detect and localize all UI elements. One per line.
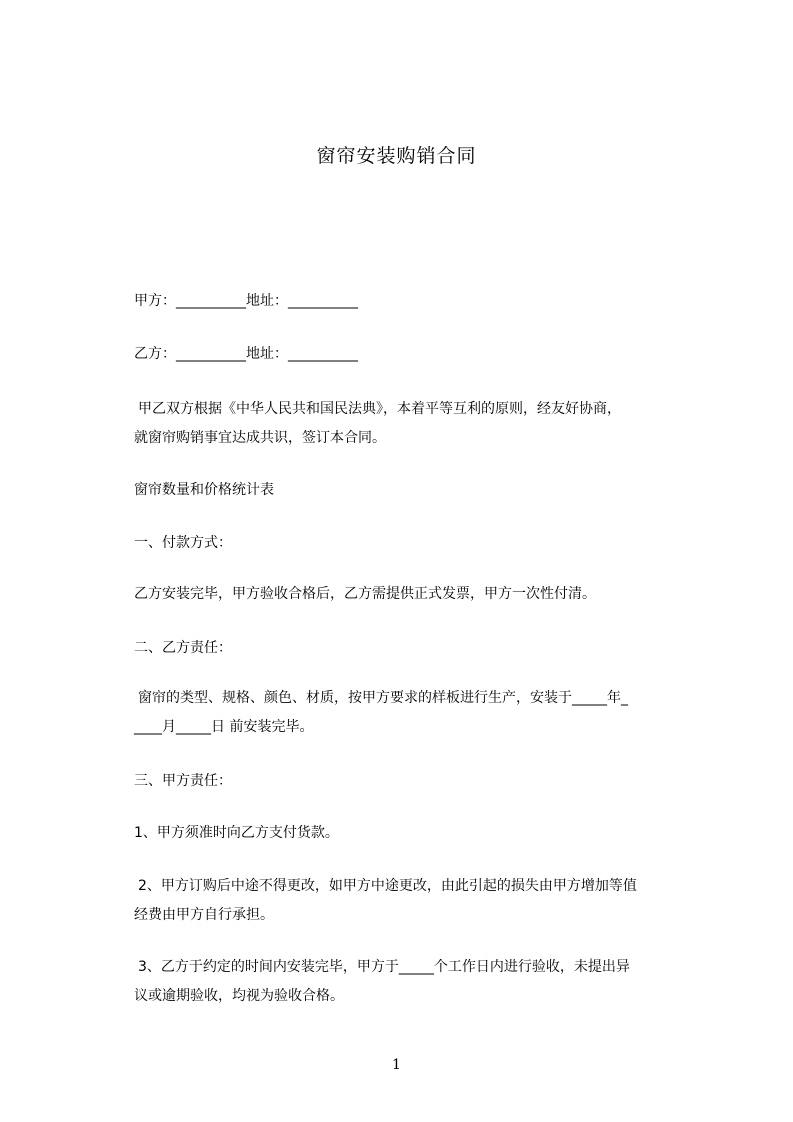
party-b-line: 乙方：__________地址：__________ [134,346,358,362]
section-2-line-2: ____月_____日 前安装完毕。 [134,719,314,735]
party-a-line: 甲方：__________地址：__________ [134,293,358,309]
page-number: 1 [392,1057,401,1073]
section-3-item-2-line-1: 2、甲方订购后中途不得更改，如甲方中途更改，由此引起的损失由甲方增加等值 [138,878,637,894]
table-title: 窗帘数量和价格统计表 [134,482,274,498]
preamble-line-2: 就窗帘购销事宜达成共识，签订本合同。 [134,430,386,446]
section-1-heading: 一、付款方式： [134,535,232,551]
section-3-item-2 [134,872,704,930]
section-3-item-3-line-2: 议或逾期验收，均视为验收合格。 [134,988,344,1004]
preamble-paragraph [134,395,704,453]
section-1-text: 乙方安装完毕，甲方验收合格后，乙方需提供正式发票，甲方一次性付清。 [134,586,596,602]
section-3-item-1: 1、甲方须准时向乙方支付货款。 [134,825,339,841]
section-3-heading: 三、甲方责任： [134,773,232,789]
section-3-item-2-line-2: 经费由甲方自行承担。 [134,907,274,923]
section-2-line-1: 窗帘的类型、规格、颜色、材质，按甲方要求的样板进行生产，安装于_____年_ [138,690,628,706]
section-3-item-3 [134,953,704,1011]
section-2-paragraph [134,684,704,742]
section-2-heading: 二、乙方责任： [134,640,232,656]
document-title: 窗帘安装购销合同 [316,145,477,167]
preamble-line-1: 甲乙双方根据《中华人民共和国民法典》，本着平等互利的原则，经友好协商， [138,401,621,417]
section-3-item-3-line-1: 3、乙方于约定的时间内安装完毕，甲方于_____个工作日内进行验收，未提出异 [138,959,630,975]
